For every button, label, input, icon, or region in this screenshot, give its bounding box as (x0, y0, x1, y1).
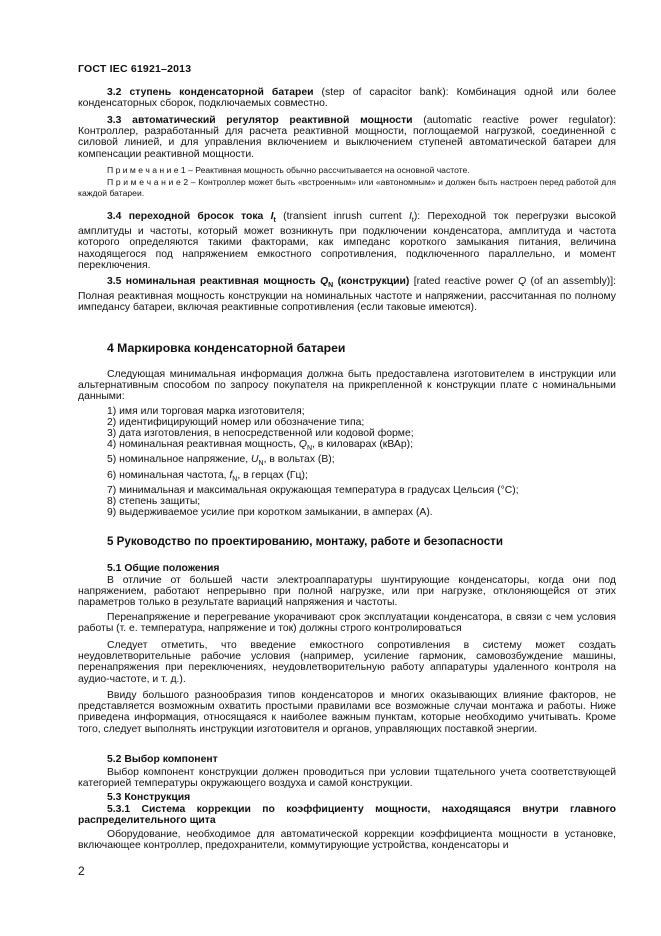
paragraph-5-1-3: Следует отметить, что введение емкостного сопротивления в систему может создать неудовлетворительные рабочие условия (например, усиление гармоник, самовозбуждение машины, перенапряжения при переключениях, неудовлетворительную работу аппаратуры удаленного контроля на аудио-частоте, и т. д.). (78, 640, 616, 685)
subsection-5-2-title: 5.2 Выбор компонент (107, 754, 218, 765)
definition-3-3: 3.3 автоматический регулятор реактивной мощности (automatic reactive power regulator): Контроллер, разработанный для расчета реактивной мощности, поглощаемой нагрузкой, соединенной с силовой линией, и для управления включением и выключением ступеней автоматической батареи для компенсации реактивной мощности. (78, 115, 616, 160)
term-3-5: 3.5 номинальная реактивная мощность $Q_N$ (конструкции) (107, 276, 410, 290)
definition-3-5: 3.5 номинальная реактивная мощность $Q_N$ (конструкции) [rated reactive power Q (of an assembly)]: Полная реактивная мощность конструкции на номинальных частоте и напряжении, рассчитанная по полному импедансу батареи, включая реактивные сопротивления (если таковые имеются). (78, 276, 617, 314)
paragraph-5-3-1: Оборудование, необходимое для автоматической коррекции коэффициента мощности в установке, включающее контроллер, предохранители, коммутирующие устройства, конденсаторы и (78, 829, 616, 852)
term-3-3: 3.3 автоматический регулятор реактивной мощности (107, 115, 413, 126)
list-item: 3) дата изготовления, в непосредственной или кодовой форме; (107, 428, 414, 440)
document-header: ГОСТ IEC 61921–2013 (78, 63, 192, 75)
list-item: 8) степень защиты; (107, 495, 201, 507)
note-1: П р и м е ч а н и е 1 – Реактивная мощность обычно рассчитывается на основной частоте. (107, 165, 470, 175)
subsection-5-1-title: 5.1 Общие положения (107, 563, 220, 574)
section-4-intro: Следующая минимальная информация должна быть предоставлена изготовителем в инструкции или альтернативным способом по запросу покупателя на прикрепленной к конструкции плате с номинальными данными: (78, 369, 616, 403)
definition-3-2: 3.2 ступень конденсаторной батареи (step of capacitor bank): Комбинация одной или более конденсаторных сборок, подключаемых совместно. (78, 87, 617, 110)
note-2: П р и м е ч а н и е 2 – Контроллер может быть «встроенным» или «автономным» и должен быть настроен перед работой для каждой батареи. (78, 177, 616, 198)
paragraph-5-2: Выбор компонент конструкции должен проводиться при условии тщательного учета соответствующей категорией температуры окружающего воздуха и самой конструкции. (78, 767, 616, 790)
paragraph-5-1-2: Перенапряжение и перегревание укорачивают срок эксплуатации конденсатора, в связи с чем условия работы (т. е. температура, напряжение и ток) должны строго контролироваться (78, 612, 616, 635)
term-3-4: 3.4 переходной бросок тока $I_t$ (107, 211, 276, 225)
list-item: 7) минимальная и максимальная окружающая температура в градусах Цельсия (°С); (107, 484, 519, 496)
subsection-5-3-1-title: 5.3.1 Система коррекции по коэффициенту мощности, находящаяся внутри главного распределительного щита (78, 804, 616, 827)
paragraph-5-1-4: Ввиду большого разнообразия типов конденсаторов и многих оказывающих влияние факторов, не представляется возможным охватить простыми правилами все возможные случаи монтажа и работы. Ниже приведена информация, относящаяся к наиболее важным пунктам, которые необходимо учитывать. Кроме того, следует выполнять инструкции изготовителя и органов, управляющих поставкой энергии. (78, 690, 616, 735)
section-5-title: 5 Руководство по проектированию, монтажу, работе и безопасности (107, 535, 503, 548)
list-item: 9) выдерживаемое усилие при коротком замыкании, в амперах (А). (107, 506, 433, 518)
marking-list (107, 406, 519, 518)
list-item: 6) номинальная частота, $f_N$, в герцах (Гц); (107, 469, 308, 483)
subsection-5-3-title: 5.3 Конструкция (107, 792, 191, 803)
page-number: 2 (78, 864, 85, 878)
section-4-title: 4 Маркировка конденсаторной батареи (107, 341, 346, 355)
list-item: 5) номинальное напряжение, $U_N$, в вольтах (В); (107, 454, 335, 468)
list-item: 4) номинальная реактивная мощность, $Q_N$, в киловарах (кВАр); (107, 439, 413, 453)
definition-3-4: 3.4 переходной бросок тока $I_t$ (transient inrush current $I_t$): Переходной ток перегрузки высокой амплитуды и частоты, который может возникнуть при подключении конденсатора, амплитуда и частота которого определяются такими факторами, как импеданс короткого замыкания питания, величина находящегося под напряжением емкостного сопротивления, подключенного параллельно, и момент переключения. (78, 211, 616, 271)
term-3-2: 3.2 ступень конденсаторной батареи (107, 87, 314, 98)
list-item: 1) имя или торговая марка изготовителя; (107, 406, 305, 417)
list-item: 2) идентифицирующий номер или обозначение типа; (107, 417, 365, 429)
paragraph-5-1-1: В отличие от большей части электроаппаратуры шунтирующие конденсаторы, когда они под напряжением, работают непрерывно при полной нагрузке, или при нагрузке, отклоняющейся от этих параметров только в результате вариаций напряжения и частоты. (78, 575, 616, 609)
